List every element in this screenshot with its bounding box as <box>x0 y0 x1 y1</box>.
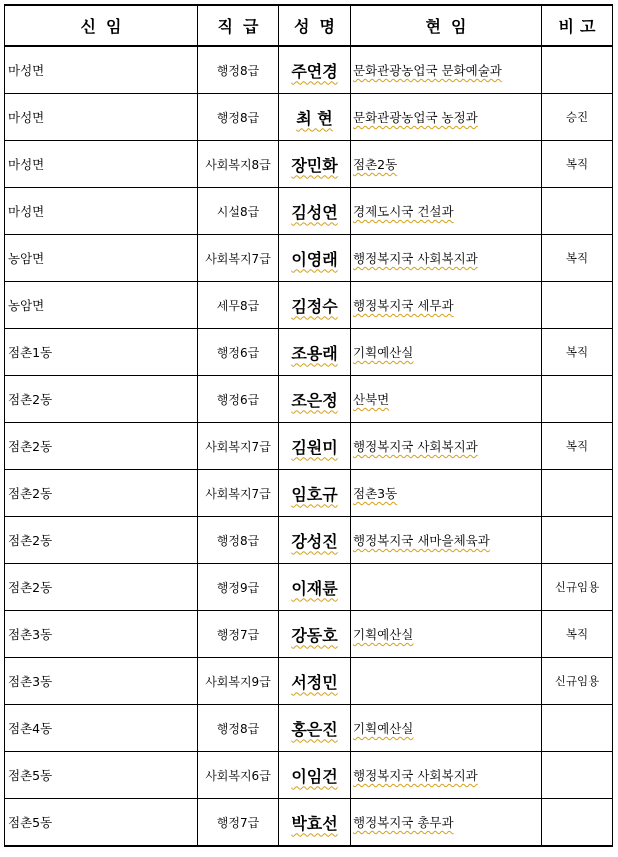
header-current-post: 현임 <box>351 5 542 46</box>
current-post-cell <box>351 705 542 752</box>
name-cell <box>279 564 351 611</box>
table-row <box>5 470 613 517</box>
name-cell <box>279 94 351 141</box>
table-row <box>5 752 613 799</box>
name-text: 장민화 <box>291 155 338 175</box>
note-cell: 복직 <box>542 329 613 376</box>
new-post-cell: 점촌3동 <box>5 658 198 705</box>
current-post-cell <box>351 188 542 235</box>
personnel-table <box>4 4 613 847</box>
note-cell: 복직 <box>542 235 613 282</box>
name-cell <box>279 799 351 847</box>
current-post-cell <box>351 423 542 470</box>
new-post-cell: 마성면 <box>5 46 198 94</box>
name-text: 김성연 <box>291 202 338 222</box>
note-cell <box>542 376 613 423</box>
grade-cell: 사회복지7급 <box>198 423 279 470</box>
name-text: 김원미 <box>291 437 338 457</box>
current-post-cell <box>351 564 542 611</box>
current-post-cell <box>351 799 542 847</box>
table-row <box>5 376 613 423</box>
current-post-text: 행정복지국 사회복지과 <box>353 439 478 454</box>
grade-cell: 행정6급 <box>198 376 279 423</box>
note-cell <box>542 282 613 329</box>
table-row <box>5 423 613 470</box>
note-cell: 복직 <box>542 611 613 658</box>
grade-cell: 사회복지6급 <box>198 752 279 799</box>
current-post-text: 경제도시국 건설과 <box>353 204 454 219</box>
current-post-cell <box>351 611 542 658</box>
grade-cell: 사회복지9급 <box>198 658 279 705</box>
new-post-cell: 마성면 <box>5 141 198 188</box>
grade-cell: 사회복지7급 <box>198 470 279 517</box>
new-post-cell: 농암면 <box>5 235 198 282</box>
name-text: 박효선 <box>291 813 338 833</box>
header-new-post: 신임 <box>5 5 198 46</box>
current-post-cell <box>351 470 542 517</box>
name-text: 최 현 <box>296 108 333 128</box>
grade-cell: 행정8급 <box>198 517 279 564</box>
current-post-text: 기획예산실 <box>353 721 414 736</box>
current-post-cell <box>351 517 542 564</box>
name-text: 임호규 <box>291 484 338 504</box>
table-row <box>5 705 613 752</box>
current-post-cell <box>351 46 542 94</box>
new-post-cell: 점촌2동 <box>5 564 198 611</box>
table-row <box>5 564 613 611</box>
table-row <box>5 46 613 94</box>
current-post-cell <box>351 658 542 705</box>
name-cell <box>279 658 351 705</box>
current-post-cell <box>351 329 542 376</box>
table-row <box>5 94 613 141</box>
name-cell <box>279 282 351 329</box>
current-post-text: 행정복지국 총무과 <box>353 815 454 830</box>
name-cell <box>279 517 351 564</box>
name-cell <box>279 46 351 94</box>
new-post-cell: 점촌5동 <box>5 752 198 799</box>
grade-cell: 행정7급 <box>198 799 279 847</box>
name-cell <box>279 141 351 188</box>
grade-cell: 행정8급 <box>198 94 279 141</box>
new-post-cell: 점촌2동 <box>5 376 198 423</box>
note-cell <box>542 188 613 235</box>
name-cell <box>279 188 351 235</box>
name-cell <box>279 235 351 282</box>
name-cell <box>279 705 351 752</box>
name-text: 주연경 <box>291 61 338 81</box>
note-cell: 복직 <box>542 141 613 188</box>
grade-cell: 시설8급 <box>198 188 279 235</box>
current-post-cell <box>351 235 542 282</box>
grade-cell: 행정6급 <box>198 329 279 376</box>
current-post-text: 산북면 <box>353 392 390 407</box>
table-row <box>5 517 613 564</box>
note-cell: 복직 <box>542 423 613 470</box>
grade-cell: 사회복지8급 <box>198 141 279 188</box>
new-post-cell: 점촌2동 <box>5 517 198 564</box>
note-cell <box>542 517 613 564</box>
table-row <box>5 141 613 188</box>
note-cell <box>542 46 613 94</box>
name-text: 조은정 <box>291 390 338 410</box>
name-cell <box>279 611 351 658</box>
header-note: 비고 <box>542 5 613 46</box>
current-post-text: 점촌3동 <box>353 486 398 501</box>
new-post-cell: 점촌1동 <box>5 329 198 376</box>
current-post-text: 문화관광농업국 문화예술과 <box>353 63 502 78</box>
current-post-text: 점촌2동 <box>353 157 398 172</box>
name-text: 김정수 <box>291 296 338 316</box>
table-row <box>5 611 613 658</box>
note-cell <box>542 705 613 752</box>
current-post-text: 행정복지국 사회복지과 <box>353 251 478 266</box>
header-row <box>5 5 613 46</box>
name-text: 이영래 <box>291 249 338 269</box>
grade-cell: 사회복지7급 <box>198 235 279 282</box>
current-post-cell <box>351 376 542 423</box>
new-post-cell: 점촌2동 <box>5 423 198 470</box>
name-text: 강동호 <box>291 625 338 645</box>
name-cell <box>279 470 351 517</box>
new-post-cell: 마성면 <box>5 94 198 141</box>
current-post-text: 기획예산실 <box>353 627 414 642</box>
table-body <box>5 46 613 846</box>
name-cell <box>279 329 351 376</box>
note-cell: 신규임용 <box>542 564 613 611</box>
current-post-cell <box>351 282 542 329</box>
grade-cell: 행정8급 <box>198 705 279 752</box>
new-post-cell: 점촌3동 <box>5 611 198 658</box>
table-row <box>5 329 613 376</box>
table-row <box>5 235 613 282</box>
note-cell: 신규임용 <box>542 658 613 705</box>
current-post-text: 행정복지국 새마을체육과 <box>353 533 490 548</box>
table-row <box>5 658 613 705</box>
name-cell <box>279 376 351 423</box>
name-text: 강성진 <box>291 531 338 551</box>
current-post-text: 문화관광농업국 농정과 <box>353 110 478 125</box>
name-cell <box>279 752 351 799</box>
new-post-cell: 마성면 <box>5 188 198 235</box>
grade-cell: 행정8급 <box>198 46 279 94</box>
table-row <box>5 188 613 235</box>
current-post-cell <box>351 752 542 799</box>
header-grade: 직급 <box>198 5 279 46</box>
note-cell <box>542 752 613 799</box>
note-cell: 승진 <box>542 94 613 141</box>
grade-cell: 행정9급 <box>198 564 279 611</box>
table-row <box>5 282 613 329</box>
name-text: 서정민 <box>291 672 338 692</box>
new-post-cell: 점촌5동 <box>5 799 198 847</box>
name-text: 조용래 <box>291 343 338 363</box>
new-post-cell: 농암면 <box>5 282 198 329</box>
header-name: 성명 <box>279 5 351 46</box>
note-cell <box>542 799 613 847</box>
grade-cell: 세무8급 <box>198 282 279 329</box>
name-text: 이임건 <box>291 766 338 786</box>
current-post-cell <box>351 141 542 188</box>
current-post-cell <box>351 94 542 141</box>
new-post-cell: 점촌4동 <box>5 705 198 752</box>
current-post-text: 행정복지국 사회복지과 <box>353 768 478 783</box>
note-cell <box>542 470 613 517</box>
grade-cell: 행정7급 <box>198 611 279 658</box>
current-post-text: 행정복지국 세무과 <box>353 298 454 313</box>
name-cell <box>279 423 351 470</box>
current-post-text: 기획예산실 <box>353 345 414 360</box>
new-post-cell: 점촌2동 <box>5 470 198 517</box>
table-row <box>5 799 613 847</box>
name-text: 이재륜 <box>291 578 338 598</box>
name-text: 홍은진 <box>291 719 338 739</box>
